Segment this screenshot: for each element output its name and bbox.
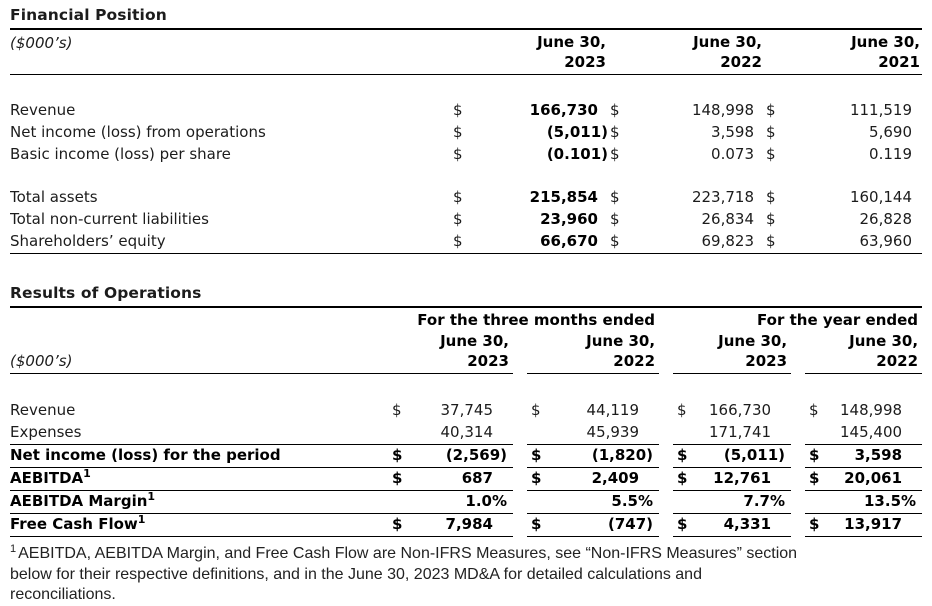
results-of-operations-table [10, 310, 922, 538]
row-label: Expenses [10, 422, 388, 445]
column-header: June 30, 2023 [673, 331, 791, 374]
financial-position-table [10, 32, 922, 254]
currency-symbol: $ [764, 231, 786, 254]
currency-symbol: $ [677, 401, 687, 419]
column-header: June 30, 2021 [786, 32, 922, 75]
footnote-line: reconciliations. [10, 586, 116, 603]
currency-symbol: $ [453, 122, 463, 141]
table-header-row [10, 331, 922, 374]
value-cell: (5,011) [697, 445, 791, 468]
row-label: Total assets [10, 187, 98, 206]
table-row [10, 422, 922, 445]
value-cell: 148,998 [840, 401, 903, 419]
value-cell: (0.101) [546, 144, 608, 163]
value-cell: 23,960 [540, 209, 598, 228]
currency-symbol: $ [610, 100, 620, 119]
column-header: June 30, 2022 [630, 32, 764, 75]
section-title-financial-position: Financial Position [10, 6, 922, 30]
currency-symbol: $ [453, 209, 463, 228]
currency-symbol: $ [766, 144, 776, 163]
currency-symbol: $ [610, 209, 620, 228]
currency-symbol: $ [766, 100, 776, 119]
table-header-row [10, 32, 922, 75]
column-header: June 30, 2022 [805, 331, 922, 374]
row-label: Free Cash Flow$^1$ [10, 514, 388, 537]
value-cell: (2,569) [412, 445, 513, 468]
spacer-row [10, 166, 922, 187]
currency-symbol: $ [766, 187, 776, 206]
value-cell: 44,119 [586, 401, 640, 419]
currency-symbol: $ [673, 445, 697, 468]
value-cell: 215,854 [529, 187, 598, 206]
table-row [10, 400, 922, 422]
value-cell: 111,519 [849, 100, 912, 119]
table-row [10, 187, 922, 209]
value-cell: 148,998 [691, 100, 754, 119]
footnote [10, 544, 922, 606]
table-row [10, 491, 922, 514]
footnote-marker: 1 [83, 467, 91, 480]
row-label: Basic income (loss) per share [10, 144, 231, 163]
table-row [10, 514, 922, 537]
value-cell: 223,718 [691, 187, 754, 206]
currency-symbol: $ [805, 445, 829, 468]
currency-symbol: $ [673, 468, 697, 491]
value-cell: 166,730 [709, 401, 772, 419]
group-header-year: For the year ended [757, 310, 919, 329]
value-cell: 13.5% [829, 491, 922, 514]
value-cell: 7.7% [697, 491, 791, 514]
currency-symbol: $ [610, 187, 620, 206]
currency-symbol: $ [673, 514, 697, 537]
results-of-operations-section [10, 284, 922, 538]
table-row [10, 209, 922, 231]
row-label: AEBITDA Margin$^1$ [10, 491, 388, 514]
value-cell: 3,598 [829, 445, 922, 468]
value-cell: (747) [551, 514, 659, 537]
currency-symbol: $ [453, 187, 463, 206]
value-cell: 37,745 [440, 401, 493, 419]
table-row [10, 122, 922, 144]
row-label: AEBITDA$^1$ [10, 468, 388, 491]
footnote-line: below for their respective definitions, and in the June 30, 2023 MD&A for detailed calculations and [10, 565, 702, 583]
footnote-marker: 1 [147, 490, 156, 503]
value-cell: 40,314 [412, 422, 513, 445]
currency-symbol: $ [766, 209, 776, 228]
currency-symbol: $ [451, 231, 473, 254]
value-cell: 13,917 [829, 514, 922, 537]
currency-symbol: $ [531, 401, 541, 419]
value-cell: 2,409 [551, 468, 659, 491]
currency-symbol: $ [453, 100, 463, 119]
value-cell: 0.073 [711, 144, 754, 163]
currency-symbol: $ [608, 231, 630, 254]
value-cell: 26,828 [859, 209, 912, 228]
currency-symbol: $ [805, 514, 829, 537]
row-label: Revenue [10, 401, 76, 419]
currency-symbol: $ [610, 122, 620, 141]
currency-symbol: $ [610, 144, 620, 163]
section-title-results-of-operations: Results of Operations [10, 284, 922, 308]
currency-symbol: $ [809, 401, 819, 419]
table-row [10, 144, 922, 166]
value-cell: 69,823 [630, 231, 764, 254]
value-cell: 66,670 [473, 231, 608, 254]
spacer-row [10, 75, 922, 100]
currency-symbol: $ [766, 122, 776, 141]
value-cell: 12,761 [697, 468, 791, 491]
column-header: June 30, 2023 [388, 331, 513, 374]
column-header: June 30, 2022 [527, 331, 659, 374]
value-cell: 3,598 [711, 122, 754, 141]
row-label: Total non-current liabilities [10, 209, 209, 228]
value-cell: 26,834 [701, 209, 754, 228]
value-cell: 63,960 [786, 231, 922, 254]
row-label: Revenue [10, 100, 76, 119]
group-header-row [10, 310, 922, 331]
table-row [10, 468, 922, 491]
table-row [10, 445, 922, 468]
column-header: June 30, 2023 [473, 32, 608, 75]
financial-position-section [10, 6, 922, 254]
value-cell: (5,011) [546, 122, 608, 141]
currency-symbol: $ [527, 514, 551, 537]
value-cell: 171,741 [697, 422, 791, 445]
currency-symbol: $ [392, 401, 402, 419]
value-cell: 20,061 [829, 468, 922, 491]
footnote-marker: 1 [137, 513, 146, 526]
footnote-marker: 1 [10, 542, 17, 555]
currency-symbol: $ [527, 445, 551, 468]
value-cell: 5,690 [869, 122, 912, 141]
value-cell: 0.119 [869, 144, 912, 163]
currency-symbol: $ [453, 144, 463, 163]
value-cell: 1.0% [412, 491, 513, 514]
row-label: Shareholders’ equity [10, 231, 451, 254]
value-cell: (1,820) [551, 445, 659, 468]
footnote-line: $^1$ AEBITDA, AEBITDA Margin, and Free Cash Flow are Non-IFRS Measures, see “Non-IFRS Measures” section [10, 542, 798, 562]
units-label: ($000’s) [10, 331, 388, 374]
currency-symbol: $ [527, 468, 551, 491]
currency-symbol: $ [388, 514, 412, 537]
currency-symbol: $ [805, 468, 829, 491]
value-cell: 145,400 [829, 422, 922, 445]
units-label: ($000’s) [10, 32, 451, 75]
value-cell: 45,939 [551, 422, 659, 445]
table-row [10, 100, 922, 122]
group-header-three-months: For the three months ended [417, 310, 656, 329]
row-label: Net income (loss) for the period [10, 445, 388, 468]
spacer-row [10, 373, 922, 400]
value-cell: 5.5% [551, 491, 659, 514]
table-row [10, 231, 922, 254]
currency-symbol: $ [388, 468, 412, 491]
value-cell: 4,331 [697, 514, 791, 537]
value-cell: 166,730 [529, 100, 598, 119]
value-cell: 687 [412, 468, 513, 491]
value-cell: 160,144 [849, 187, 912, 206]
value-cell: 7,984 [412, 514, 513, 537]
currency-symbol: $ [388, 445, 412, 468]
row-label: Net income (loss) from operations [10, 122, 266, 141]
